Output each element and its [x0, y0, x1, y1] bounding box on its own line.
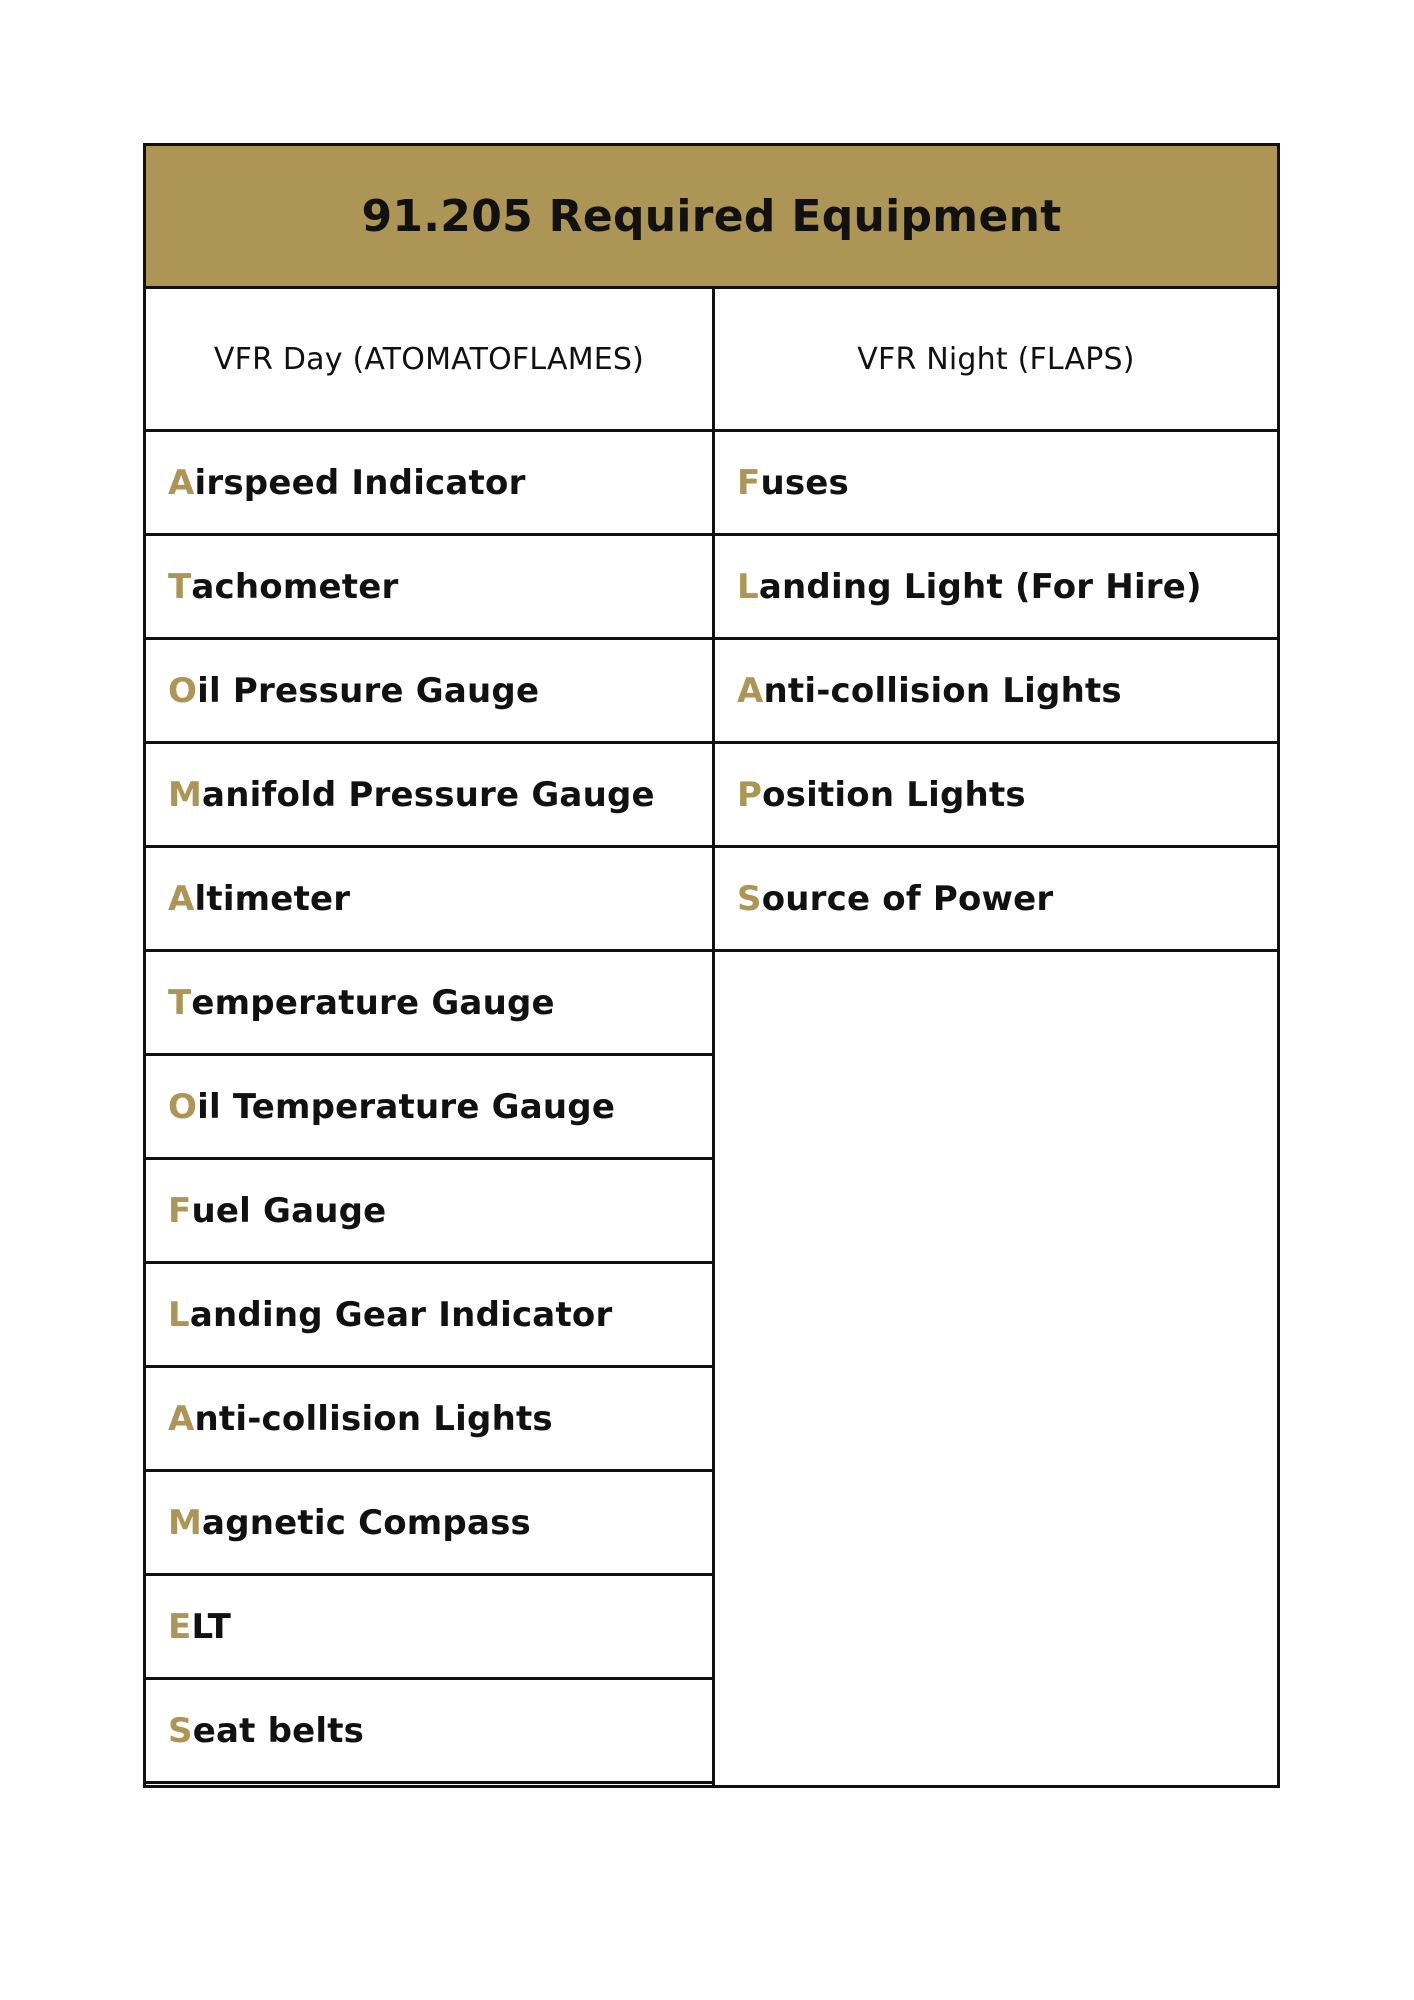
vfr-day-column: [146, 289, 715, 1785]
vfr-day-item: [146, 432, 712, 536]
item-text: LT: [191, 1606, 232, 1647]
vfr-night-header: VFR Night (FLAPS): [715, 289, 1277, 432]
vfr-night-item: [715, 536, 1277, 640]
mnemonic-initial: O: [168, 1086, 198, 1127]
mnemonic-initial: T: [168, 982, 192, 1023]
mnemonic-initial: A: [168, 878, 195, 919]
mnemonic-initial: S: [737, 878, 762, 919]
mnemonic-initial: M: [168, 1502, 203, 1543]
item-text: il Pressure Gauge: [197, 670, 540, 711]
mnemonic-initial: O: [168, 670, 198, 711]
vfr-day-item: [146, 1160, 712, 1264]
mnemonic-initial: F: [737, 462, 761, 503]
item-text: agnetic Compass: [202, 1502, 531, 1543]
mnemonic-initial: A: [168, 462, 195, 503]
vfr-day-item: [146, 1368, 712, 1472]
mnemonic-initial: S: [168, 1710, 193, 1751]
mnemonic-initial: M: [168, 774, 203, 815]
table-title-bar: [146, 146, 1277, 289]
item-text: uel Gauge: [191, 1190, 387, 1231]
mnemonic-initial: T: [168, 566, 192, 607]
mnemonic-initial: A: [737, 670, 764, 711]
item-text: anding Gear Indicator: [189, 1294, 613, 1335]
item-text: anifold Pressure Gauge: [202, 774, 655, 815]
item-text: nti-collision Lights: [763, 670, 1122, 711]
item-text: nti-collision Lights: [194, 1398, 553, 1439]
equipment-table: [143, 143, 1280, 1788]
mnemonic-initial: F: [168, 1190, 192, 1231]
mnemonic-initial: E: [168, 1606, 192, 1647]
vfr-night-item: [715, 432, 1277, 536]
vfr-night-item: [715, 848, 1277, 952]
vfr-night-item: [715, 744, 1277, 848]
item-text: emperature Gauge: [191, 982, 555, 1023]
vfr-night-column: [715, 289, 1277, 1785]
vfr-day-item: [146, 640, 712, 744]
vfr-day-item: [146, 1472, 712, 1576]
vfr-day-item: [146, 1056, 712, 1160]
item-text: irspeed Indicator: [194, 462, 526, 503]
mnemonic-initial: L: [737, 566, 759, 607]
table-title: 91.205 Required Equipment: [361, 190, 1062, 242]
vfr-day-header: VFR Day (ATOMATOFLAMES): [146, 289, 712, 432]
mnemonic-initial: P: [737, 774, 763, 815]
item-text: ource of Power: [761, 878, 1054, 919]
vfr-day-item: [146, 848, 712, 952]
vfr-day-item: [146, 952, 712, 1056]
mnemonic-initial: L: [168, 1294, 190, 1335]
item-text: il Temperature Gauge: [197, 1086, 616, 1127]
item-text: osition Lights: [762, 774, 1026, 815]
vfr-night-item: [715, 640, 1277, 744]
vfr-day-item: [146, 1680, 712, 1784]
vfr-day-item: [146, 1264, 712, 1368]
item-text: achometer: [191, 566, 399, 607]
vfr-day-item: [146, 1576, 712, 1680]
item-text: eat belts: [192, 1710, 365, 1751]
item-text: ltimeter: [194, 878, 351, 919]
item-text: anding Light (For Hire): [758, 566, 1202, 607]
vfr-day-item: [146, 744, 712, 848]
mnemonic-initial: A: [168, 1398, 195, 1439]
item-text: uses: [760, 462, 849, 503]
vfr-day-item: [146, 536, 712, 640]
